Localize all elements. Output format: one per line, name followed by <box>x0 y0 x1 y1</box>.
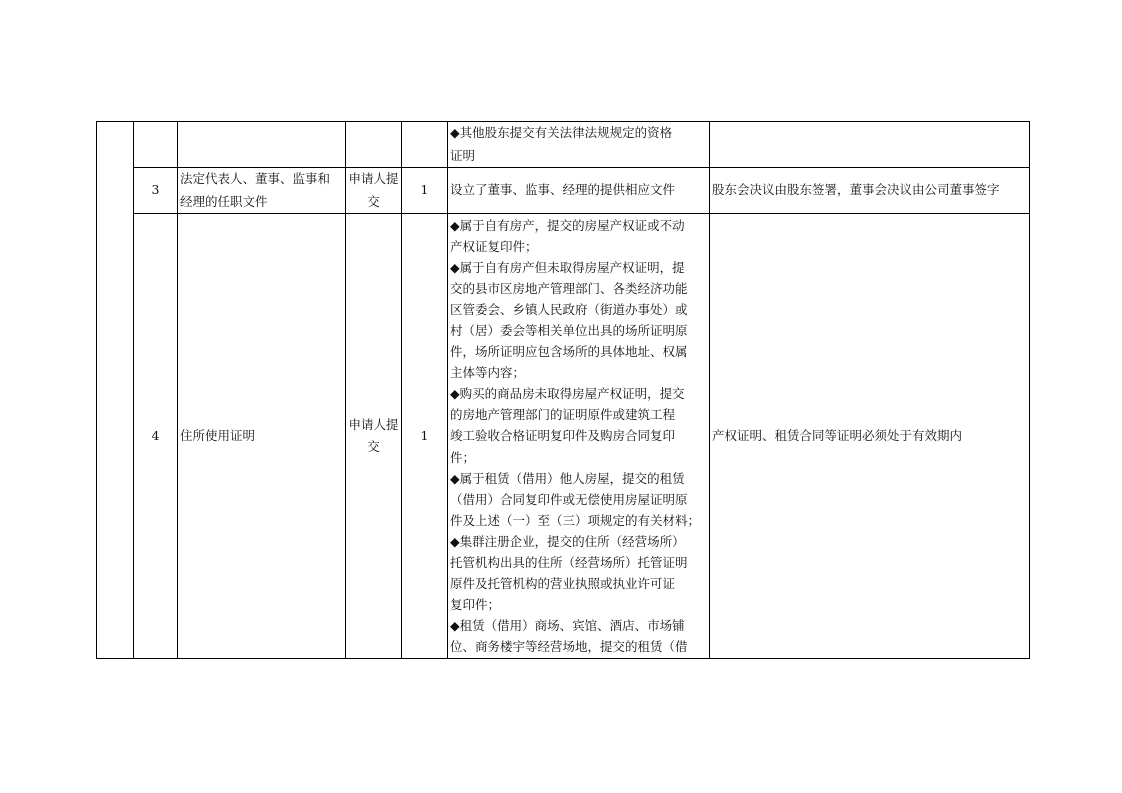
count-cell <box>402 122 448 168</box>
requirement-line: 村（居）委会等相关单位出具的场所证明原 <box>450 322 688 338</box>
requirement-line: 件，场所证明应包含场所的具体地址、权属 <box>450 344 688 360</box>
source-line: 交 <box>367 439 380 454</box>
requirement-line: 复印件； <box>450 597 501 613</box>
category-cell <box>97 122 134 659</box>
material-name-cell <box>178 122 346 168</box>
source-cell <box>346 168 402 214</box>
count-cell: 1 <box>402 214 448 659</box>
row-number-cell: 3 <box>134 168 178 214</box>
requirement-line: ◆其他股东提交有关法律法规规定的资格 <box>450 125 673 140</box>
requirement-line: 托管机构出具的住所（经营场所）托管证明 <box>450 555 688 571</box>
requirements-cell <box>448 214 710 659</box>
requirement-line: 主体等内容； <box>450 365 526 381</box>
requirement-line: 设立了董事、监事、经理的提供相应文件 <box>450 182 676 198</box>
requirement-line: ◆属于租赁（借用）他人房屋，提交的租赁 <box>450 470 685 486</box>
requirements-cell <box>448 168 710 214</box>
row-number-cell: 4 <box>134 214 178 659</box>
count-cell: 1 <box>402 168 448 214</box>
requirement-line: ◆租赁（借用）商场、宾馆、酒店、市场铺 <box>450 618 685 634</box>
table-row <box>97 122 1030 168</box>
requirement-line: 区管委会、乡镇人民政府（街道办事处）或 <box>450 301 688 317</box>
requirement-line: ◆属于自有房产但未取得房屋产权证明，提 <box>450 259 685 275</box>
material-name-line: 法定代表人、董事、监事和 <box>180 171 331 186</box>
requirements-cell <box>448 122 710 168</box>
requirement-line: 件； <box>450 449 476 465</box>
material-name-line: 经理的任职文件 <box>180 193 268 209</box>
note-cell: 股东会决议由股东签署，董事会决议由公司董事签字 <box>710 168 1030 214</box>
source-line: 申请人提 <box>348 416 399 432</box>
note-cell <box>710 122 1030 168</box>
requirement-line: 竣工验收合格证明复印件及购房合同复印 <box>450 428 676 444</box>
requirement-line: ◆购买的商品房未取得房屋产权证明，提交 <box>450 386 685 402</box>
table-row <box>97 214 1030 659</box>
material-name-cell <box>178 168 346 214</box>
requirement-line: ◆集群注册企业，提交的住所（经营场所） <box>450 533 685 549</box>
requirement-line: 位、商务楼宇等经营场地，提交的租赁（借 <box>450 639 688 655</box>
requirement-line: 的房地产管理部门的证明原件或建筑工程 <box>450 407 676 423</box>
source-line: 交 <box>367 193 380 209</box>
table-row <box>97 168 1030 214</box>
materials-table <box>96 121 1030 659</box>
requirement-line: 产权证复印件； <box>450 238 538 254</box>
requirement-line: ◆属于自有房产，提交的房屋产权证或不动 <box>450 217 685 233</box>
requirement-line: （借用）合同复印件或无偿使用房屋证明原 <box>450 491 688 507</box>
row-number-cell <box>134 122 178 168</box>
material-name-cell: 住所使用证明 <box>178 214 346 659</box>
requirement-line: 件及上述（一）至（三）项规定的有关材料； <box>450 512 701 528</box>
note-cell: 产权证明、租赁合同等证明必须处于有效期内 <box>710 214 1030 659</box>
source-cell <box>346 122 402 168</box>
source-cell <box>346 214 402 659</box>
requirement-line: 证明 <box>450 147 476 163</box>
requirement-line: 交的县市区房地产管理部门、各类经济功能 <box>450 280 688 296</box>
source-line: 申请人提 <box>348 171 399 186</box>
requirement-line: 原件及托管机构的营业执照或执业许可证 <box>450 576 676 592</box>
